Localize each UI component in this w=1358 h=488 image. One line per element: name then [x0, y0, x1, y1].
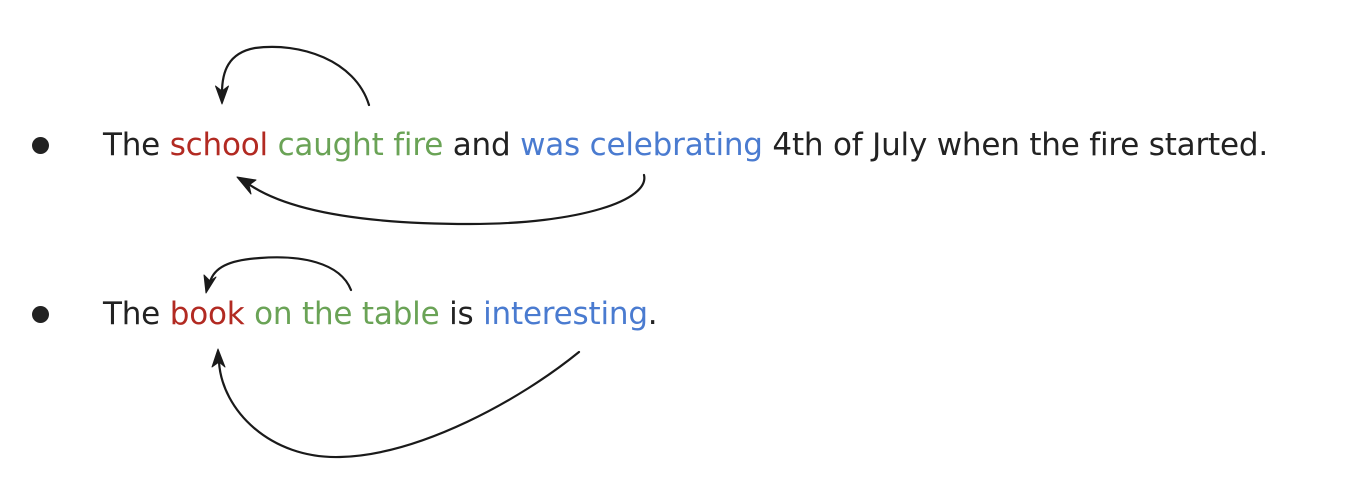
- sentence-1-predicate: was celebrating: [520, 127, 763, 163]
- sentence-2-modifier: on the table: [254, 296, 440, 332]
- sentence-1-rest: 4th of July when the fire started.: [762, 127, 1268, 163]
- arrow-head-predicate-to-subject-1: [237, 177, 256, 194]
- sentence-2-predicate: interesting: [483, 296, 648, 332]
- arrow-predicate-to-subject-1: [247, 175, 644, 224]
- sentence-1-subject: school: [169, 127, 268, 163]
- arrow-modifier-to-subject-1: [222, 47, 369, 105]
- sentence-1-word-the: The: [103, 127, 170, 163]
- sentence-2-subject: book: [169, 296, 245, 332]
- sentence-1-conjunction: and: [443, 127, 521, 163]
- arrow-modifier-to-subject-2: [210, 257, 351, 290]
- sentence-2-verb: is: [439, 296, 484, 332]
- arrow-head-modifier-to-subject-2: [204, 275, 216, 293]
- arrow-predicate-to-subject-2: [219, 352, 579, 457]
- sentence-2-period: .: [647, 296, 658, 332]
- sentence-1-modifier: caught fire: [277, 127, 444, 163]
- sentence-2-word-the: The: [103, 296, 170, 332]
